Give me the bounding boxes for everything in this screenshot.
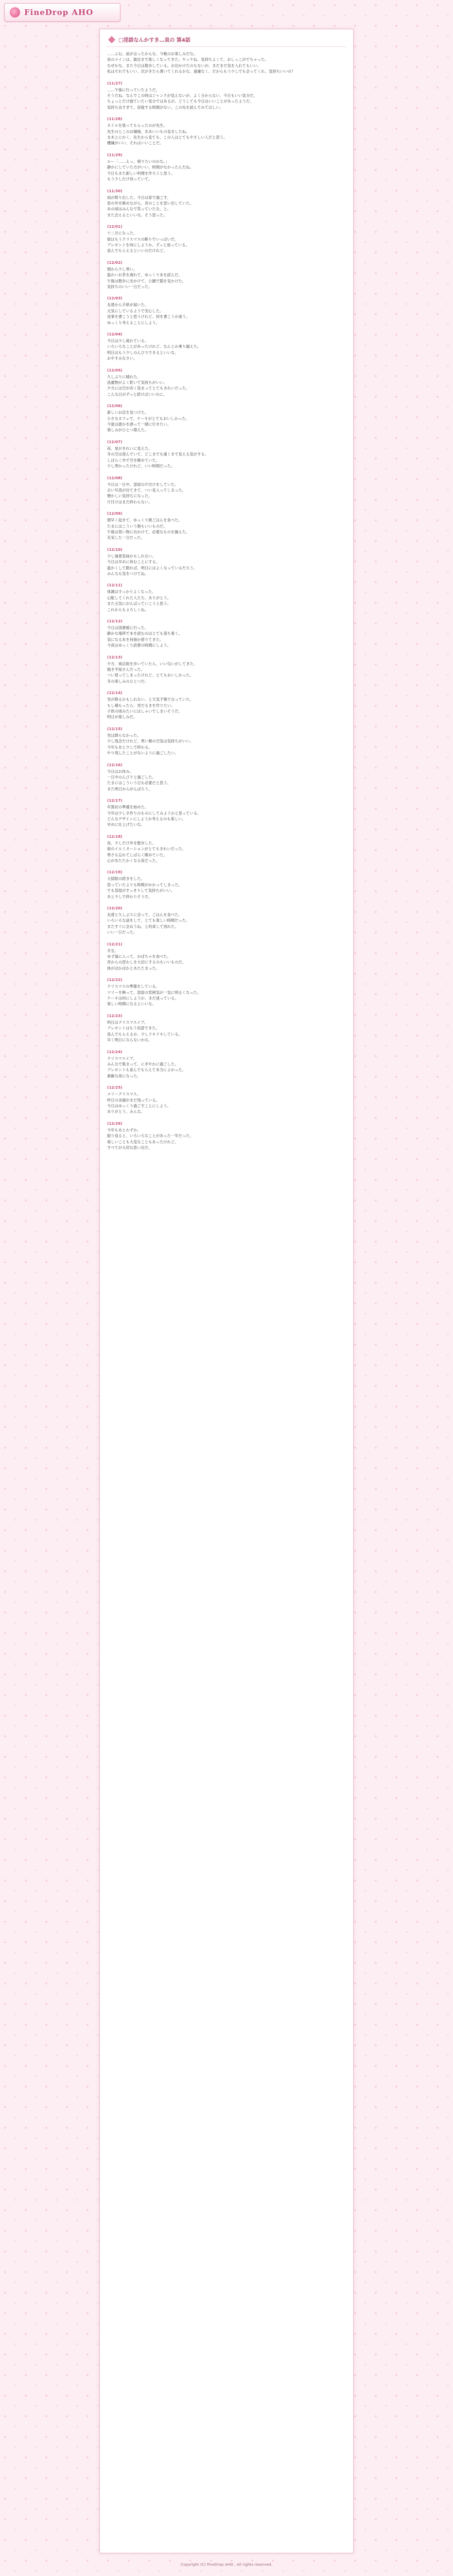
entry-body: 友達から手紙が届いた。 元気にしているようで安心した。 返事を書こうと思うけれど、何を書こうか迷う。 ゆっくり考えることにしよう。 [107, 302, 190, 325]
entry-date: (12/06) [107, 403, 123, 409]
entry-body: 大掃除の続きをした。 思っていたよりも時間がかかってしまった。 でも部屋がすっきりして気持ちがいい。 あと少しで終わりそうだ。 [107, 876, 182, 899]
entry-body: 雨が降り出した、今日は家で過ごす。 窓の外を眺めながら、昔のことを思い出していた。 あの頃はみんなで笑っていたな、と。 また会えるといいな、そう思った。 [107, 195, 194, 217]
entry-body: 今日は図書館に行った。 静かな場所で本を読むのはとても落ち着く。 気になる本を何冊か借りてきた。 今夜はゆっくり読書の時間にしよう。 [107, 625, 182, 648]
entry-body: 雪が降るかもしれない、と天気予報で言っていた。 もし積もったら、雪だるまを作りたい。 子供の頃みたいにはしゃいでしまいそうだ。 明日が楽しみだ。 [107, 697, 194, 720]
entry-date: (11/29) [107, 152, 123, 157]
entry-date: (12/12) [107, 619, 123, 623]
entry-body: 冬至。 ゆず湯に入って、かぼちゃを食べた。 昔からの習わしを大切にするのもいいものだ。 体がぽかぽかとあたたまった。 [107, 948, 186, 971]
diary-entry [107, 547, 346, 577]
entry-date: (12/03) [107, 296, 123, 301]
entry-date: (12/11) [107, 583, 123, 588]
entry-body: 体調はすっかりよくなった。 心配してくれた人たち、ありがとう。 また元気にがんばっていこうと思う。 これからもよろしくね。 [107, 589, 171, 612]
diary-entry [107, 152, 346, 182]
entry-date: (12/16) [107, 762, 123, 767]
entry-body: クリスマスイブ。 みんなで集まって、にぎやかに過ごした。 プレゼントも喜んでもらえて本当によかった。 素敵な夜になった。 [107, 1056, 186, 1078]
entry-date: (11/30) [107, 188, 123, 193]
diary-entry [107, 1085, 346, 1115]
entry-date: (12/07) [107, 439, 123, 444]
diary-entry [107, 942, 346, 972]
diary-entry [107, 476, 346, 505]
entry-body: 今日は一日中、部屋の片付けをしていた。 古い写真が出てきて、つい見入ってしまった。 懐かしい気持ちになった。 片付けはまだ終わらない。 [107, 482, 186, 504]
entry-date: (12/20) [107, 906, 123, 910]
entry-date: (12/01) [107, 224, 123, 229]
entry-date: (12/23) [107, 1013, 123, 1018]
diary-entry [107, 906, 346, 936]
intro-text: ……ふむ。前が言ったからな、今晩のお楽しみだな。 昼のメインは、最近まで楽しくなってきた。ヤッテね、気持ちよくて、おしっこがでちゃった。 なぜかな、また今日は散歩している。お出かけたのもないが、まだまだ気を入れてもいい。 私はそれでもいい、次がきたら書いてくれるかな、遠慮なく、だからもう少しでも会ってくれ、気持ちいいの？ [107, 52, 295, 74]
diary-entry [107, 296, 346, 326]
diary-entry [107, 332, 346, 362]
entry-body: 朝早く起きて、ゆっくり朝ごはんを食べた。 たまにはこういう朝もいいものだ。 午後は買い物に出かけて、必要なものを揃えた。 充実した一日だった。 [107, 518, 190, 540]
entry-body: 少し風邪気味かもしれない。 今日は早めに休むことにする。 温かくして眠れば、明日にはよくなっているだろう。 みんなも気をつけてね。 [107, 553, 198, 576]
entry-date: (12/08) [107, 475, 123, 480]
entry-body: 友達と久しぶりに会って、ごはんを食べた。 いろいろな話をして、とても楽しい時間だった。 またすぐに会おうね、と約束して別れた。 いい一日だった。 [107, 912, 190, 935]
entry-body: メリークリスマス。 昨日の余韻がまだ残っている。 今日はゆっくり過ごすことにしよう。 ありがとう、みんな。 [107, 1092, 171, 1114]
footer [99, 2556, 354, 2572]
entry-date: (12/10) [107, 547, 123, 552]
entry-body: 新しいお店を見つけた。 小さなカフェで、ケーキがとてもおいしかった。 今度は誰かを誘って一緒に行きたい。 楽しみがひとつ増えた。 [107, 410, 190, 433]
entry-date: (12/02) [107, 260, 123, 265]
diary-entry [107, 439, 346, 469]
diary-entry [107, 762, 346, 792]
diary-entries [107, 81, 346, 1151]
diary-entry [107, 977, 346, 1007]
diary-entry [107, 260, 346, 290]
entry-body: 年賀状の準備を始めた。 今年は少し手作りのものにしてみようかと思っている。 どんなデザインにしようか考えるのも楽しい。 早めに仕上げたいな。 [107, 805, 201, 827]
entry-date: (12/17) [107, 798, 123, 803]
diary-entry [107, 368, 346, 398]
entry-date: (12/18) [107, 834, 123, 839]
entry-date: (12/24) [107, 1049, 123, 1054]
content-panel [99, 29, 354, 2553]
entry-body: ……午後に行っていたようだ。 そうだね、なんでこの時はジャンクが見えないが、よく分からない、今日もいい気分だ。 ちょっとだけ寝ていたい気分ではあるが、どうしても今日はいいことがあったようだ。 気持ち良すぎて、昼寝する時間がない。この先を読んでみてほしい。 [107, 87, 257, 110]
diary-entry [107, 189, 346, 218]
entry-body: ルー「……えっ、帰りたいのかな。」 静かにしていた方がいい、時間がなかったんだね。 今日もまた新しい料理を作ろうと思う。 もう少しだけ待っていて。 [107, 159, 194, 182]
diary-entry [107, 583, 346, 613]
entry-date: (12/09) [107, 511, 123, 516]
page-title: □淫語なんかすき…哀の 第4話 [118, 38, 190, 43]
entry-body: 十二月になった。 街はもうクリスマスの飾りでいっぱいだ。 プレゼントを何にしようか、ずっと迷っている。 喜んでもらえるといいのだけれど。 [107, 231, 189, 253]
entry-body: 夕方、商店街を歩いていたら、いい匂いがしてきた。 焼き芋屋さんだった。 つい買ってしまったけれど、とてもおいしかった。 冬の楽しみのひとつだ。 [107, 661, 198, 684]
diary-entry [107, 116, 346, 146]
entry-date: (12/13) [107, 654, 123, 659]
diary-entry [107, 224, 346, 254]
entry-body: 朝から少し寒い。 温かいお茶を淹れて、ゆっくり本を読んだ。 午後は散歩に出かけて、公園で猫を見かけた。 気持ちのいい一日だった。 [107, 266, 186, 289]
entry-body: ネイルを塗ってもらったのが先生。 先生のとこのお嬢様、ああいいもの見ましたね。 まあとにかく、先生から見ても、この人はとてもやさしい人だと思う。 機嫌がいい、それはいいことだ。 [107, 123, 228, 146]
entry-body: 久しぶりに晴れた。 洗濯物がよく乾いて気持ちがいい。 夕方には空が赤く染まってとてもきれいだった。 こんな日がずっと続けばいいのに。 [107, 374, 190, 397]
entry-body: 明日はクリスマスイブ。 プレゼントはもう用意できた。 喜んでもらえるか、少しドキドキしている。 早く明日にならないかな。 [107, 1020, 182, 1043]
entry-body: 夜、少しだけ外を散歩した。 街のイルミネーションがとてもきれいだった。 寒さも忘れてしばらく眺めていた。 心があたたかくなる夜だった。 [107, 840, 186, 863]
diary-entry [107, 870, 346, 900]
diary-entry [107, 690, 346, 720]
entry-body: クリスマスの準備をしている。 ツリーを飾って、部屋の雰囲気が一気に明るくなった。 ケーキは何にしようか、まだ迷っている。 楽しい時間になるといいな。 [107, 984, 201, 1007]
entry-date: (12/15) [107, 726, 123, 731]
entry-date: (12/04) [107, 332, 123, 336]
diary-entry [107, 834, 346, 864]
entry-body: 今日はお休み。 一日中のんびりと過ごした。 たまにはこういう日も必要だと思う。 また明日からがんばろう。 [107, 769, 171, 791]
diary-entry [107, 403, 346, 433]
diary-entry [107, 619, 346, 649]
entry-date: (12/19) [107, 870, 123, 875]
entry-body: 今年もあとわずか。 振り返ると、いろいろなことがあった一年だった。 楽しいことも大変なこともあったけれど、 すべてが大切な思い出だ。 [107, 1127, 194, 1150]
site-logo[interactable] [4, 3, 120, 22]
diary-entry [107, 798, 346, 828]
diary-entry [107, 511, 346, 541]
flower-icon [10, 7, 20, 18]
entry-date: (11/28) [107, 116, 123, 122]
entry-date: (12/26) [107, 1121, 123, 1126]
entry-date: (11/27) [107, 80, 123, 86]
diamond-icon [108, 36, 115, 43]
diary-entry [107, 655, 346, 685]
diary-entry [107, 1049, 346, 1079]
title-bar [107, 35, 346, 47]
entry-body: 夜、星がきれいに見えた。 冬の空は澄んでいて、どこまでも遠くまで見える気がする。 しばらく外で空を眺めていた。 少し寒かったけれど、いい時間だった。 [107, 446, 208, 469]
entry-date: (12/21) [107, 941, 123, 946]
site-header [0, 0, 453, 25]
entry-date: (12/05) [107, 367, 123, 372]
entry-body: 今日は少し疲れている。 いろいろなことがあったけれど、なんとか乗り越えた。 明日はもう少しのんびりできるといいな。 おやすみなさい。 [107, 338, 201, 361]
diary-entry [107, 81, 346, 111]
logo-text: FineDrop AHO [24, 8, 94, 17]
entry-date: (12/25) [107, 1085, 123, 1090]
diary-entry [107, 1013, 346, 1043]
copyright-text: Copyright (C) FineDrop AHO , All rights reserved. [181, 2562, 272, 2567]
diary-entry [107, 726, 346, 756]
diary-entry [107, 1121, 346, 1151]
entry-body: 雪は降らなかった。 少し残念だけれど、寒い朝の空気は気持ちがいい。 今年もあと少しで終わる。 やり残したことがないように過ごしたい。 [107, 733, 194, 756]
entry-date: (12/14) [107, 690, 123, 696]
entry-date: (12/22) [107, 977, 123, 982]
